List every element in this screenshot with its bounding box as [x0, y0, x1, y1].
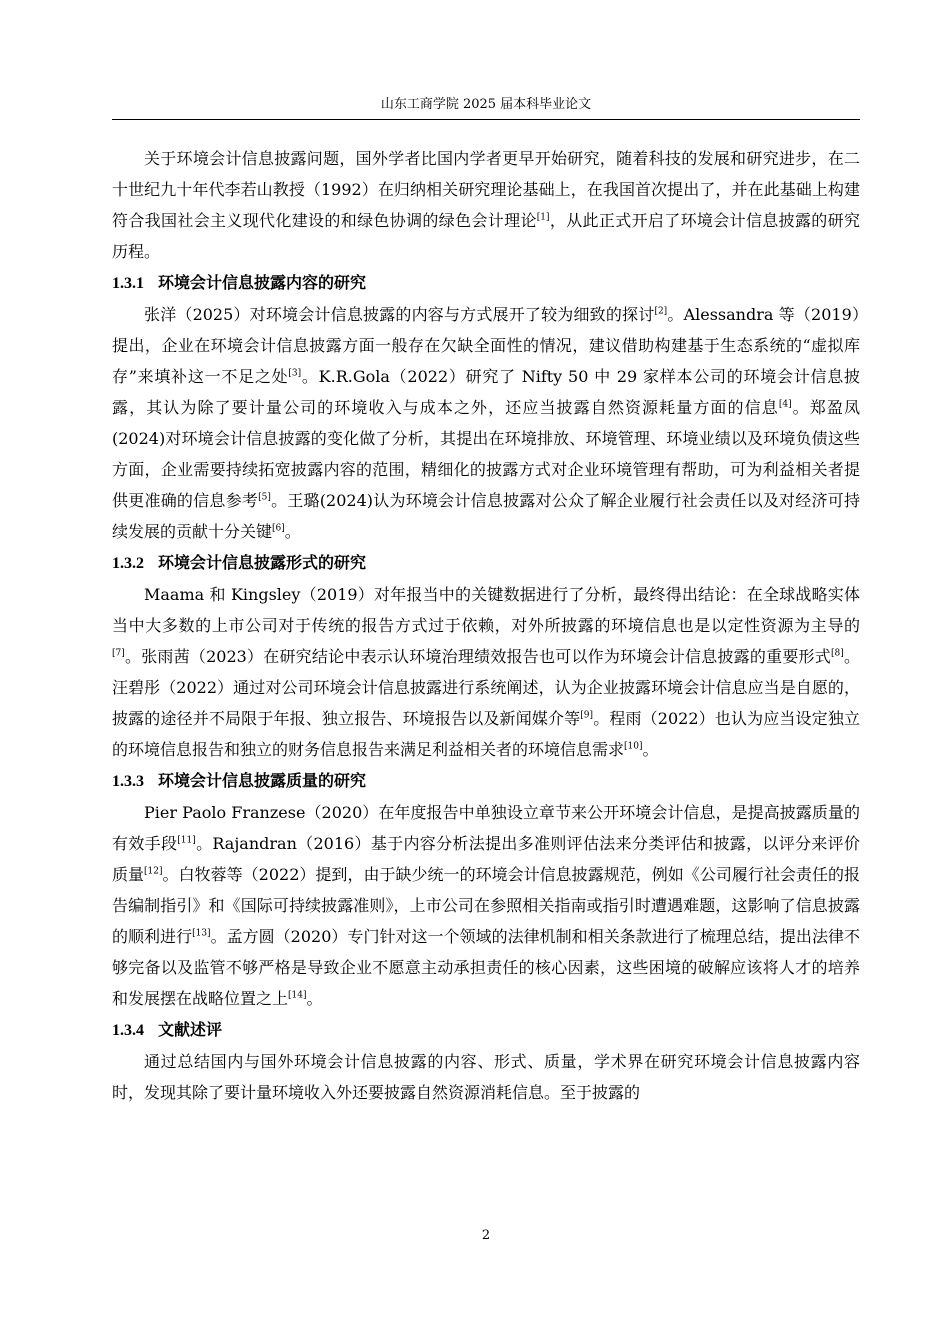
- citation: [3]: [288, 368, 302, 379]
- citation: [10]: [624, 741, 643, 752]
- citation: [2]: [654, 306, 668, 317]
- paragraph-text: 。郑盈凤(2024)对环境会计信息披露的变化做了分析，其提出在环境排放、环境管理、环境业绩以及环境负债这些方面，企业需要持续拓宽披露内容的范围，精细化的披露方式对企业环境管理有帮助，可为利益相关者提供更准确的信息参考: [112, 398, 860, 510]
- section-heading-1-3-2: [112, 547, 860, 579]
- paragraph-text: Pier Paolo Franzese（2020）在年度报告中单独设立章节来公开环境会计信息，是提高披露质量的有效手段: [112, 803, 860, 853]
- citation: [8]: [831, 648, 844, 659]
- paragraph-text: 。汪碧彤（2022）通过对公司环境会计信息披露进行系统阐述，认为企业披露环境会计信息应当是自愿的，披露的途径并不局限于年报、独立报告、环境报告以及新闻媒介等: [112, 647, 860, 728]
- paragraph-text: 。K.R.Gola（2022）研究了 Nifty 50 中 29 家样本公司的环境会计信息披露，其认为除了要计量公司的环境收入与成本之外，还应当披露自然资源耗量方面的信息: [112, 367, 860, 417]
- paragraph-1-3-3: [112, 797, 860, 1014]
- paragraph-1-3-2: [112, 579, 860, 765]
- section-number: 1.3.1: [112, 275, 144, 292]
- paragraph-text: 。孟方圆（2020）专门针对这一个领域的法律机制和相关条款进行了梳理总结，提出法律不够完备以及监管不够严格是导致企业不愿意主动承担责任的核心因素，这些困境的破解应该将人才的培养和发展摆在战略位置之上: [112, 927, 860, 1008]
- paragraph-text: 。白牧蓉等（2022）提到，由于缺少统一的环境会计信息披露规范，例如《公司履行社会责任的报告编制指引》和《国际可持续披露准则》，上市公司在参照相关指南或指引时遭遇难题，这影响了信息披露的顺利进行: [112, 865, 860, 946]
- section-number: 1.3.4: [112, 1022, 144, 1039]
- citation: [1]: [536, 212, 550, 223]
- section-heading-1-3-4: [112, 1014, 860, 1046]
- citation: [9]: [580, 710, 594, 721]
- citation: [14]: [288, 990, 307, 1001]
- header-rule: [112, 119, 860, 120]
- section-title: 环境会计信息披露形式的研究: [158, 553, 367, 572]
- citation: [11]: [177, 835, 196, 846]
- citation: [5]: [258, 492, 271, 503]
- section-number: 1.3.3: [112, 773, 144, 790]
- citation: [6]: [272, 523, 285, 534]
- citation: [7]: [112, 648, 125, 659]
- section-heading-1-3-3: [112, 765, 860, 797]
- paragraph-text: 。: [284, 522, 301, 541]
- paragraph-text: 。: [642, 740, 659, 759]
- paragraph-text: Maama 和 Kingsley（2019）对年报当中的关键数据进行了分析，最终得出结论：在全球战略实体当中大多数的上市公司对于传统的报告方式过于依赖，对外所披露的环境信息也是以定性资源为主导的: [112, 585, 860, 635]
- section-heading-1-3-1: [112, 267, 860, 299]
- intro-paragraph: [112, 143, 860, 267]
- section-title: 文献述评: [158, 1020, 223, 1039]
- paragraph-text: 。程雨（2022）也认为应当设定独立的环境信息报告和独立的财务信息报告来满足利益相关者的环境信息需求: [112, 709, 860, 759]
- paragraph-1-3-1: [112, 299, 860, 547]
- paragraph-text: 。Rajandran（2016）基于内容分析法提出多准则评估法来分类评估和披露，以评分来评价质量: [112, 834, 860, 884]
- section-number: 1.3.2: [112, 555, 144, 572]
- citation: [4]: [778, 399, 792, 410]
- intro-text: 关于环境会计信息披露问题，国外学者比国内学者更早开始研究，随着科技的发展和研究进步，在二十世纪九十年代李若山教授（1992）在归纳相关研究理论基础上，在我国首次提出了，并在此基础上构建符合我国社会主义现代化建设的和绿色协调的绿色会计理论: [112, 149, 860, 230]
- section-title: 环境会计信息披露内容的研究: [158, 273, 367, 292]
- paragraph-text: 。: [306, 989, 323, 1008]
- citation: [12]: [144, 866, 163, 877]
- paragraph-1-3-4: 通过总结国内与国外环境会计信息披露的内容、形式、质量，学术界在研究环境会计信息披露内容时，发现其除了要计量环境收入外还要披露自然资源消耗信息。至于披露的: [112, 1052, 860, 1102]
- paragraph-text: 。王璐(2024)认为环境会计信息披露对公众了解企业履行社会责任以及对经济可持续发展的贡献十分关键: [112, 491, 860, 541]
- page-number: 2: [481, 1228, 491, 1243]
- citation: [13]: [192, 928, 211, 939]
- section-title: 环境会计信息披露质量的研究: [158, 771, 367, 790]
- paragraph-text: 。张雨茜（2023）在研究结论中表示认环境治理绩效报告也可以作为环境会计信息披露的重要形式: [124, 647, 831, 666]
- page-body: [112, 143, 860, 1108]
- running-header: 山东工商学院 2025 届本科毕业论文: [380, 97, 592, 112]
- paragraph-text: 张洋（2025）对环境会计信息披露的内容与方式展开了较为细致的探讨: [144, 305, 655, 324]
- intro-text-end: ，从此正式开启了环境会计信息披露的研究历程。: [112, 211, 860, 261]
- paragraph-text: 。Alessandra 等（2019）提出，企业在环境会计信息披露方面一般存在欠缺全面性的情况，建议借助构建基于生态系统的“虚拟库存”来填补这一不足之处: [112, 305, 860, 386]
